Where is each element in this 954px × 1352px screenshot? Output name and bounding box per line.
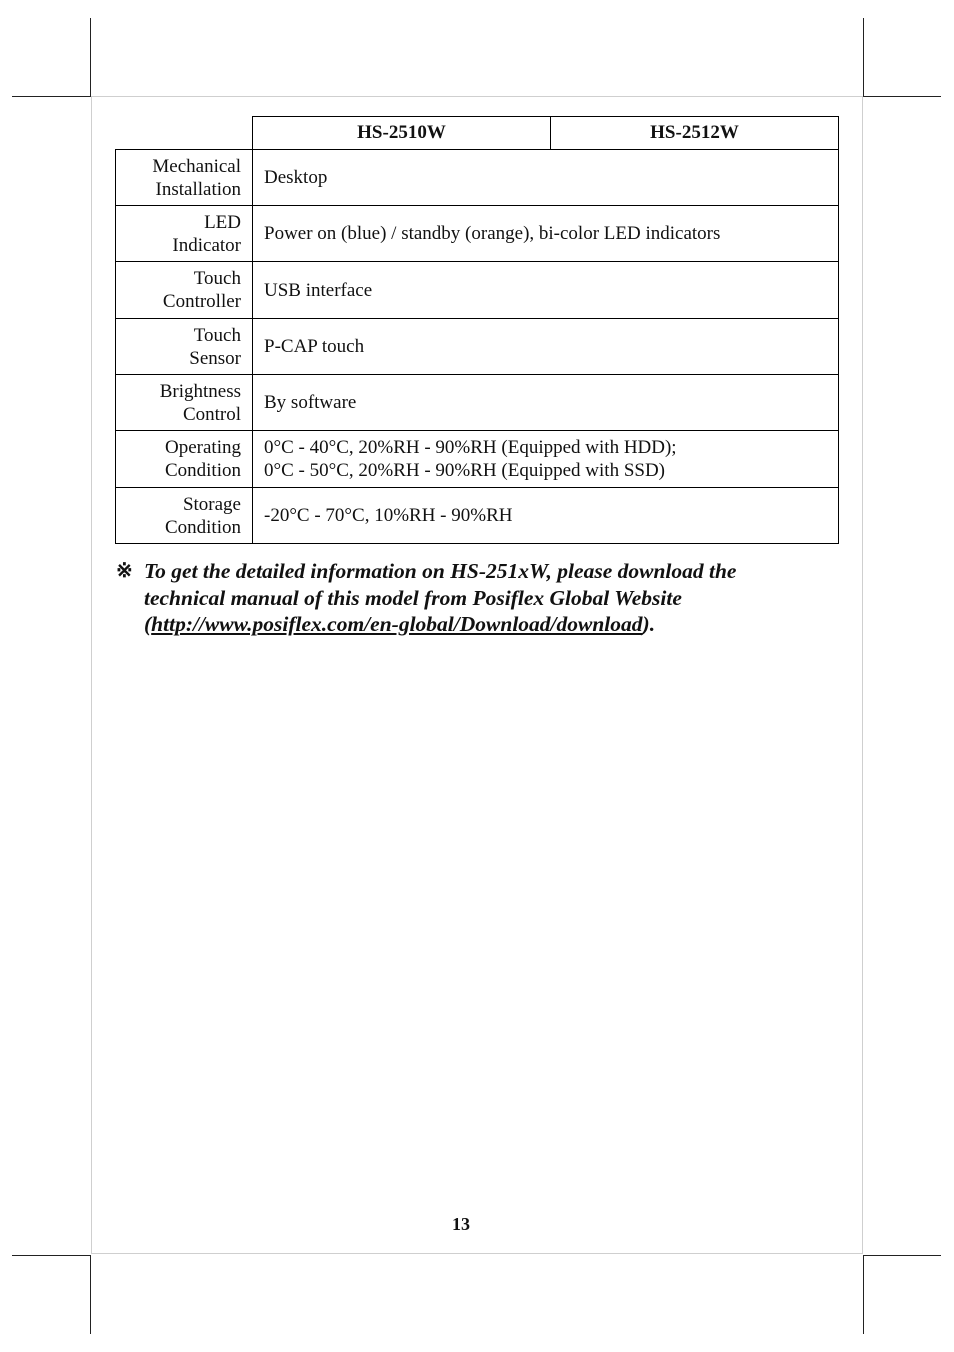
row-label: Brightness Control xyxy=(116,375,253,431)
row-label: Mechanical Installation xyxy=(116,150,253,206)
crop-mark xyxy=(90,18,91,96)
download-note xyxy=(116,558,816,638)
crop-mark xyxy=(863,18,864,96)
crop-mark xyxy=(12,96,91,97)
table-row xyxy=(116,375,839,431)
download-link[interactable]: http://www.posiflex.com/en-global/Download/download xyxy=(151,612,643,636)
table-row xyxy=(116,319,839,375)
row-value: 0°C - 40°C, 20%RH - 90%RH (Equipped with HDD); 0°C - 50°C, 20%RH - 90%RH (Equipped with SSD) xyxy=(253,431,839,488)
page-number: 13 xyxy=(452,1214,470,1234)
row-label: Storage Condition xyxy=(116,488,253,544)
note-text: To get the detailed information on HS-251xW, please download the technical manual of this model from Posiflex Global Website (http://www.posiflex.com/en-global/Download/download). xyxy=(144,559,737,636)
crop-mark xyxy=(863,1256,864,1334)
column-header-hs-2510w: HS-2510W xyxy=(253,117,551,150)
column-header-hs-2512w: HS-2512W xyxy=(551,117,839,150)
row-value: Power on (blue) / standby (orange), bi-color LED indicators xyxy=(253,206,839,262)
crop-mark xyxy=(863,96,941,97)
row-label: Touch Sensor xyxy=(116,319,253,375)
row-value: USB interface xyxy=(253,262,839,319)
row-label: LED Indicator xyxy=(116,206,253,262)
reference-mark-icon: ※ xyxy=(116,560,133,582)
table-row xyxy=(116,150,839,206)
row-value: P-CAP touch xyxy=(253,319,839,375)
empty-corner-cell xyxy=(116,117,253,150)
spec-table xyxy=(115,116,839,544)
table-row xyxy=(116,488,839,544)
row-value: -20°C - 70°C, 10%RH - 90%RH xyxy=(253,488,839,544)
table-row xyxy=(116,206,839,262)
table-row xyxy=(116,262,839,319)
crop-mark xyxy=(12,1255,91,1256)
crop-mark xyxy=(863,1255,941,1256)
table-row xyxy=(116,431,839,488)
row-value: By software xyxy=(253,375,839,431)
row-value: Desktop xyxy=(253,150,839,206)
row-label: Operating Condition xyxy=(116,431,253,488)
row-label: Touch Controller xyxy=(116,262,253,319)
table-header-row xyxy=(116,117,839,150)
crop-mark xyxy=(90,1256,91,1334)
